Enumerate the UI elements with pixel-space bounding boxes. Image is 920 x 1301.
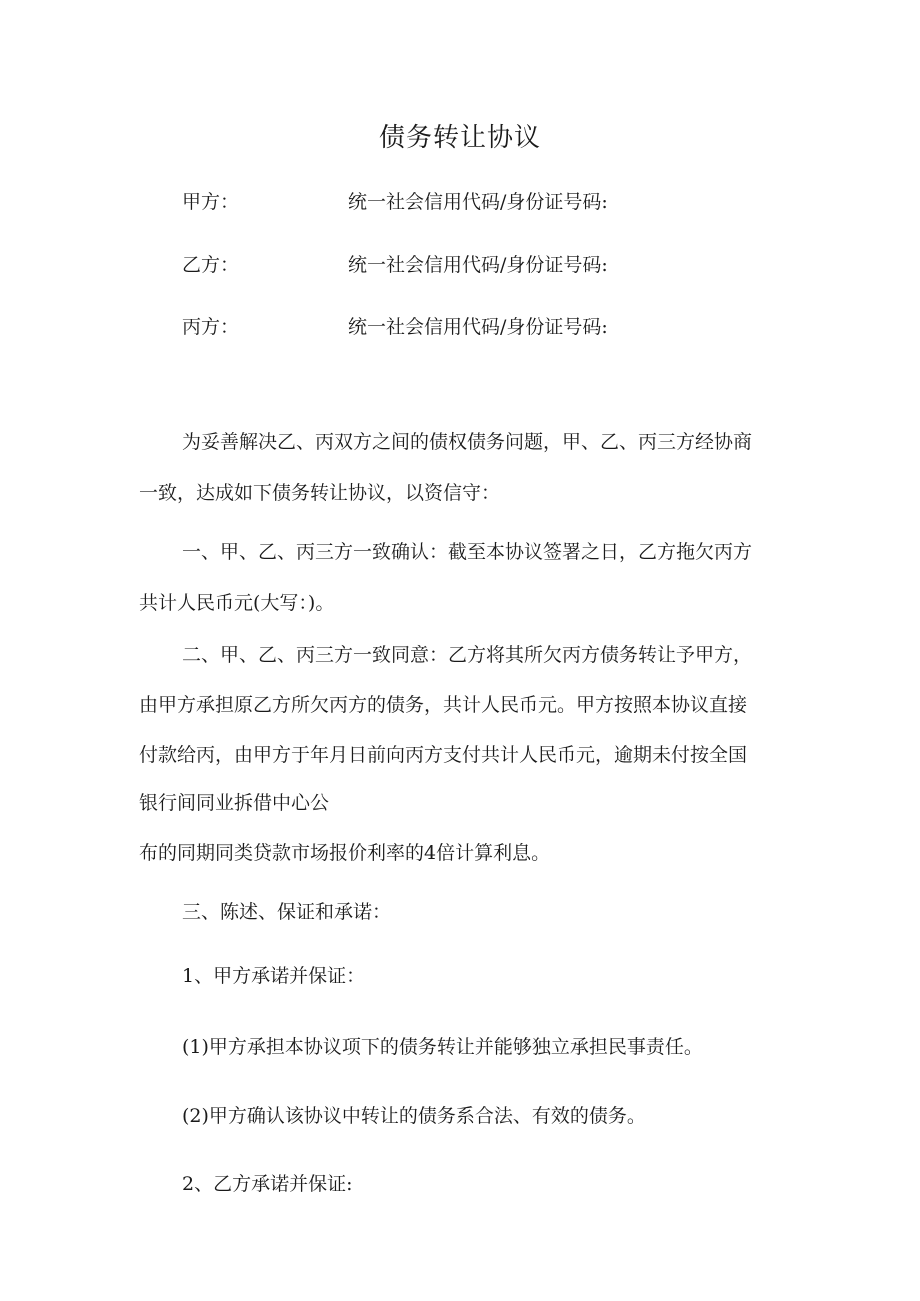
- paragraph-line: (1)甲方承担本协议项下的债务转让并能够独立承担民事责任。: [182, 1036, 703, 1058]
- section-heading: 1、甲方承诺并保证：: [182, 965, 366, 987]
- party-label: 丙方：: [182, 316, 240, 338]
- paragraph-line: 银行间同业拆借中心公: [139, 792, 330, 814]
- party-code-label: 统一社会信用代码/身份证号码:: [348, 254, 608, 276]
- party-code-label: 统一社会信用代码/身份证号码:: [348, 191, 608, 213]
- section-heading: 三、陈述、保证和承诺：: [182, 901, 392, 923]
- section-heading: 2、乙方承诺并保证:: [182, 1173, 353, 1195]
- paragraph-line: 布的同期同类贷款市场报价利率的4倍计算利息。: [139, 842, 551, 864]
- paragraph-line: 一致，达成如下债务转让协议，以资信守：: [139, 482, 501, 504]
- party-row-a: [182, 187, 882, 217]
- document-title: 债务转让协议: [378, 123, 541, 153]
- paragraph-line: 为妥善解决乙、丙双方之间的债权债务问题，甲、乙、丙三方经协商: [182, 431, 753, 453]
- paragraph-line: (2)甲方确认该协议中转让的债务系合法、有效的债务。: [182, 1105, 646, 1127]
- party-label: 乙方：: [182, 254, 240, 276]
- paragraph-line: 一、甲、乙、丙三方一致确认：截至本协议签署之日，乙方拖欠丙方: [182, 541, 753, 563]
- party-row-c: [182, 312, 882, 342]
- party-row-b: [182, 250, 882, 280]
- paragraph-line: 付款给丙，由甲方于年月日前向丙方支付共计人民币元，逾期未付按全国: [139, 744, 748, 766]
- paragraph-line: 共计人民币元(大写：)。: [139, 592, 335, 614]
- paragraph-line: 由甲方承担原乙方所欠丙方的债务，共计人民币元。甲方按照本协议直接: [139, 694, 748, 716]
- party-code-label: 统一社会信用代码/身份证号码:: [348, 316, 608, 338]
- paragraph-line: 二、甲、乙、丙三方一致同意：乙方将其所欠丙方债务转让予甲方，: [182, 644, 753, 666]
- party-label: 甲方：: [182, 191, 240, 213]
